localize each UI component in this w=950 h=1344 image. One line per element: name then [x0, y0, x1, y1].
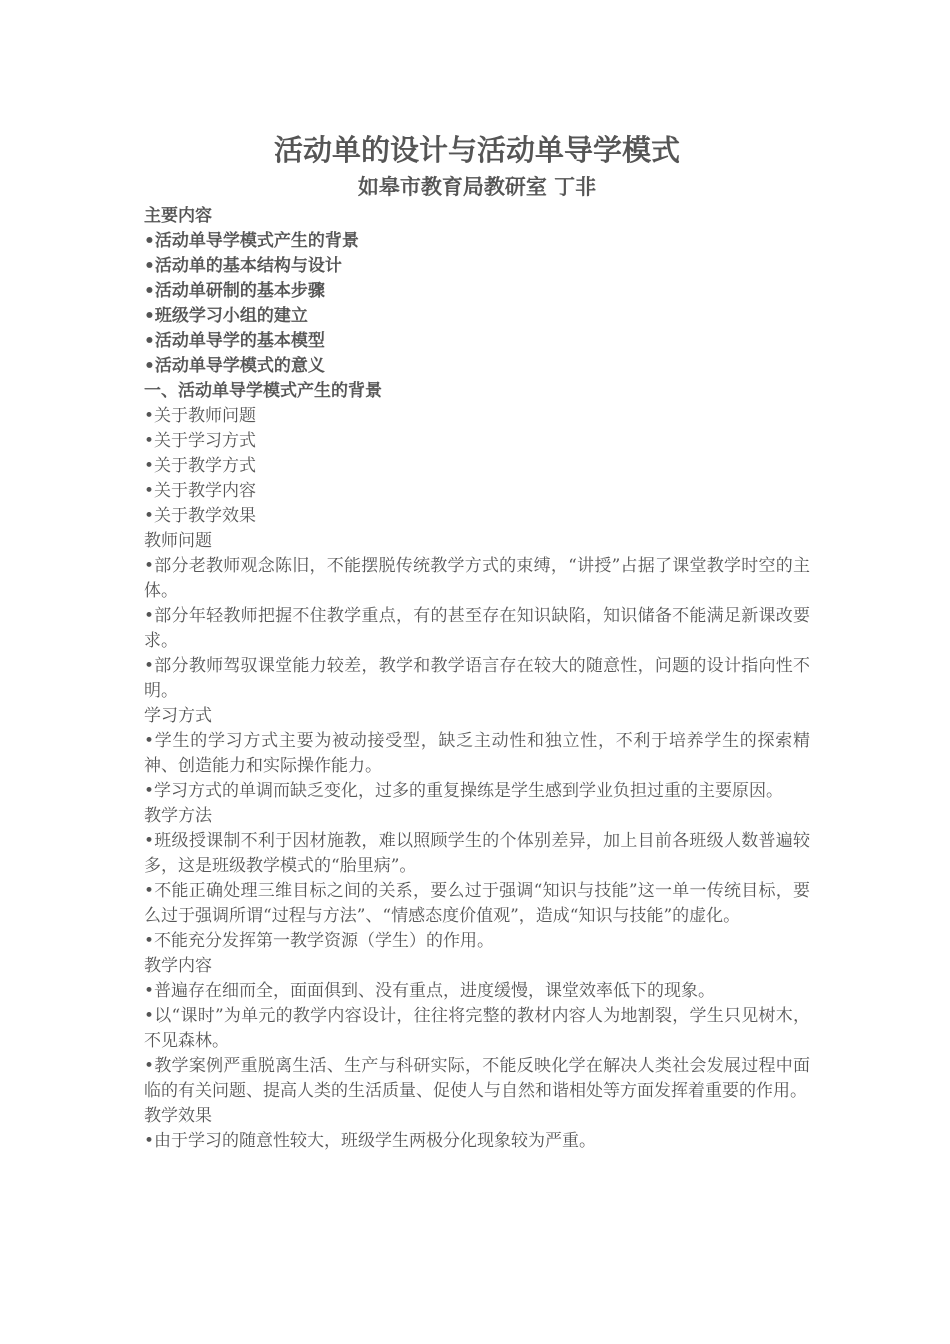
section-item: •关于教学内容	[144, 481, 257, 501]
section-item: •关于教学效果	[144, 506, 257, 526]
subsection-heading-learning: 学习方式	[144, 706, 212, 726]
toc-heading: 主要内容	[144, 206, 212, 226]
section-item: •关于教学方式	[144, 456, 257, 476]
document-page	[144, 130, 810, 1154]
paragraph: •不能充分发挥第一教学资源（学生）的作用。	[144, 931, 495, 951]
toc-item: •活动单导学的基本模型	[144, 331, 325, 351]
toc-item: •班级学习小组的建立	[144, 306, 308, 326]
section-item: •关于教师问题	[144, 406, 257, 426]
paragraph: •学生的学习方式主要为被动接受型，缺乏主动性和独立性，不利于培养学生的探索精神、创造能力和实际操作能力。	[144, 731, 810, 776]
section-item: •关于学习方式	[144, 431, 257, 451]
paragraph: •普遍存在细而全，面面俱到、没有重点，进度缓慢，课堂效率低下的现象。	[144, 981, 716, 1001]
paragraph: •部分教师驾驭课堂能力较差，教学和教学语言存在较大的随意性，问题的设计指向性不明。	[144, 656, 810, 701]
subsection-heading-effect: 教学效果	[144, 1106, 212, 1126]
document-title: 活动单的设计与活动单导学模式	[273, 133, 680, 167]
paragraph: •部分老教师观念陈旧，不能摆脱传统教学方式的束缚，“讲授”占据了课堂教学时空的主体。	[144, 556, 810, 601]
paragraph: •部分年轻教师把握不住教学重点，有的甚至存在知识缺陷，知识储备不能满足新课改要求。	[144, 606, 810, 651]
subsection-heading-content: 教学内容	[144, 956, 212, 976]
toc-item: •活动单导学模式产生的背景	[144, 231, 359, 251]
document-author: 如皋市教育局教研室 丁非	[357, 174, 597, 199]
subsection-heading-teacher: 教师问题	[144, 531, 212, 551]
paragraph: •学习方式的单调而缺乏变化，过多的重复操练是学生感到学业负担过重的主要原因。	[144, 781, 784, 801]
section-heading: 一、活动单导学模式产生的背景	[144, 381, 382, 401]
toc-item: •活动单导学模式的意义	[144, 356, 325, 376]
toc-item: •活动单研制的基本步骤	[144, 281, 325, 301]
toc-item: •活动单的基本结构与设计	[144, 256, 342, 276]
subsection-heading-method: 教学方法	[144, 806, 212, 826]
paragraph: •不能正确处理三维目标之间的关系，要么过于强调“知识与技能”这一单一传统目标，要么过于强调所谓“过程与方法”、“情感态度价值观”，造成“知识与技能”的虚化。	[144, 881, 810, 926]
paragraph: •由于学习的随意性较大，班级学生两极分化现象较为严重。	[144, 1131, 597, 1151]
paragraph: •班级授课制不利于因材施教，难以照顾学生的个体别差异，加上目前各班级人数普遍较多，这是班级教学模式的“胎里病”。	[144, 831, 810, 876]
paragraph: •教学案例严重脱离生活、生产与科研实际，不能反映化学在解决人类社会发展过程中面临的有关问题、提高人类的生活质量、促使人与自然和谐相处等方面发挥着重要的作用。	[144, 1056, 810, 1101]
paragraph: •以“课时”为单元的教学内容设计，往往将完整的教材内容人为地割裂，学生只见树木，不见森林。	[144, 1006, 810, 1051]
